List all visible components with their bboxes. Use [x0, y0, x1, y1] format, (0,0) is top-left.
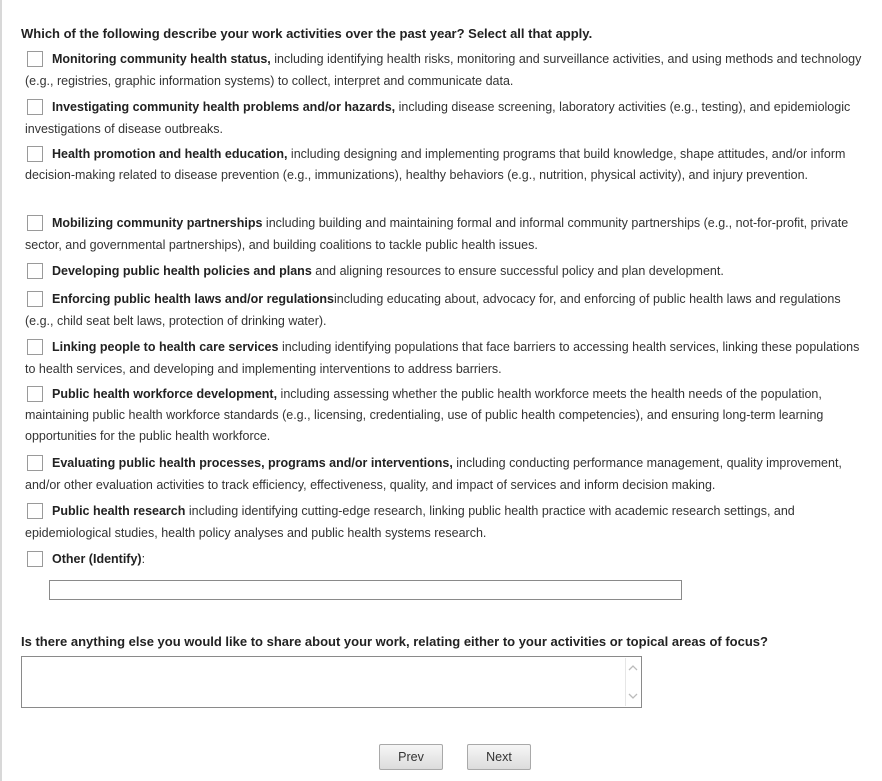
option-partnerships	[25, 212, 870, 256]
option-research-bold: Public health research	[52, 504, 186, 518]
option-workforce	[25, 384, 870, 447]
option-evaluating-bold: Evaluating public health processes, programs and/or interventions,	[52, 456, 453, 470]
option-policies	[25, 260, 870, 282]
textarea-scrollbar[interactable]	[625, 658, 640, 706]
option-partnerships-bold: Mobilizing community partnerships	[52, 216, 263, 230]
question-2-title: Is there anything else you would like to share about your work, relating either to your activities or topical areas of focus?	[21, 634, 768, 649]
checkbox-other[interactable]	[27, 551, 43, 567]
option-linking-text: including identifying populations that face barriers to accessing health services, linking these populations to health services, and developing and implementing interventions to address barriers.	[25, 340, 860, 376]
option-other-text: :	[141, 552, 146, 566]
question-1-title: Which of the following describe your work activities over the past year? Select all that apply.	[21, 26, 593, 41]
option-investigating	[25, 96, 870, 140]
option-monitoring	[25, 48, 870, 92]
checkbox-partnerships[interactable]	[27, 215, 43, 231]
option-policies-bold: Developing public health policies and plans	[52, 264, 312, 278]
option-health-promotion-bold: Health promotion and health education,	[52, 147, 288, 161]
option-monitoring-bold: Monitoring community health status,	[52, 52, 271, 66]
other-identify-input[interactable]	[49, 580, 682, 600]
checkbox-investigating[interactable]	[27, 99, 43, 115]
prev-button[interactable]: Prev	[379, 744, 443, 770]
option-health-promotion	[25, 144, 870, 186]
option-health-promotion-text: including designing and implementing programs that build knowledge, shape attitudes, and/or inform decision-making related to disease prevention (e.g., immunizations), healthy behaviors (e.g., nutrition, physical activity), and injury prevention.	[25, 147, 846, 182]
option-monitoring-text: including identifying health risks, monitoring and surveillance activities, and using methods and technology (e.g., registries, graphic information systems) to collect, interpret and communicate data.	[25, 52, 862, 88]
checkbox-policies[interactable]	[27, 263, 43, 279]
checkbox-health-promotion[interactable]	[27, 146, 43, 162]
checkbox-enforcing[interactable]	[27, 291, 43, 307]
option-enforcing-text: including educating about, advocacy for, and enforcing of public health laws and regulations (e.g., child seat belt laws, protection of drinking water).	[25, 292, 841, 328]
next-button[interactable]: Next	[467, 744, 531, 770]
option-workforce-bold: Public health workforce development,	[52, 387, 278, 401]
scroll-up-icon[interactable]	[628, 663, 638, 673]
additional-comments-textarea[interactable]	[21, 656, 642, 708]
option-linking-bold: Linking people to health care services	[52, 340, 279, 354]
left-border	[0, 0, 2, 781]
scroll-down-icon[interactable]	[628, 691, 638, 701]
option-other-bold: Other (Identify)	[52, 552, 142, 566]
option-linking	[25, 336, 870, 380]
option-enforcing	[25, 288, 870, 332]
option-evaluating	[25, 452, 870, 496]
checkbox-research[interactable]	[27, 503, 43, 519]
option-research-text: including identifying cutting-edge research, linking public health practice with academic research settings, and epidemiological studies, health policy analyses and public health systems research.	[25, 504, 795, 540]
checkbox-monitoring[interactable]	[27, 51, 43, 67]
option-policies-text: and aligning resources to ensure successful policy and plan development.	[311, 264, 724, 278]
option-research	[25, 500, 870, 544]
option-investigating-text: including disease screening, laboratory activities (e.g., testing), and epidemiologic investigations of disease outbreaks.	[25, 100, 851, 136]
option-investigating-bold: Investigating community health problems and/or hazards,	[52, 100, 396, 114]
option-partnerships-text: including building and maintaining formal and informal community partnerships (e.g., not-for-profit, private sector, and governmental partnerships), and building coalitions to tackle public health issues.	[25, 216, 849, 252]
option-other	[25, 548, 870, 570]
checkbox-workforce[interactable]	[27, 386, 43, 402]
option-evaluating-text: including conducting performance management, quality improvement, and/or other evaluation activities to track efficiency, effectiveness, quality, and impact of services and inform decision making.	[25, 456, 842, 492]
checkbox-evaluating[interactable]	[27, 455, 43, 471]
option-workforce-text: including assessing whether the public health workforce meets the health needs of the population, maintaining public health workforce standards (e.g., licensing, credentialing, use of public health competencies), and ensuring long-term learning opportunities for the public health workforce.	[25, 387, 824, 443]
option-enforcing-bold: Enforcing public health laws and/or regulations	[52, 292, 334, 306]
checkbox-linking[interactable]	[27, 339, 43, 355]
